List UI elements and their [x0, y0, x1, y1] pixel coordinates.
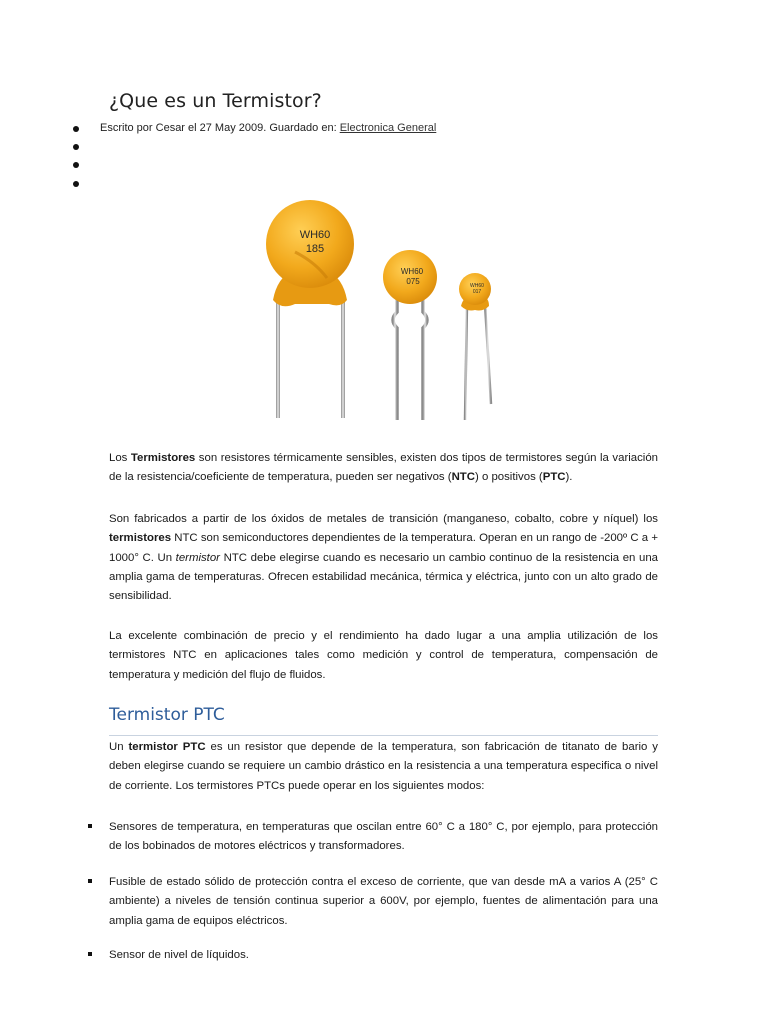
- term-termistores: termistores: [109, 532, 172, 545]
- category-link[interactable]: Electronica General: [339, 122, 437, 134]
- term-termistores: Termistores: [130, 452, 196, 464]
- text-span: Un: [109, 741, 129, 753]
- thermistor-photo: [255, 192, 515, 424]
- article-title: ¿Que es un Termistor?: [109, 90, 322, 112]
- text-span: son resistores térmicamente sensibles, existen dos tipos de termistores según la variación de la resistencia/coeficiente de temperatura, pueden ser negativos (: [109, 452, 659, 484]
- meta-text: [100, 122, 436, 134]
- thermistor-small: [459, 273, 491, 420]
- medium-label-line1: WH60: [400, 267, 424, 276]
- text-span: ) o positivos (: [474, 471, 543, 484]
- text-span: NTC son semiconductores dependientes de la temperatura. Operan en un rango de -200º C a + 1000° C. Un: [109, 532, 658, 564]
- intro-paragraph-1: [109, 449, 658, 488]
- intro-paragraph-3: La excelente combinación de precio y el rendimiento ha dado lugar a una amplia utilización de los termistores NTC en aplicaciones tales como medición y control de temperatura, compensación de temperatura y medición del flujo de fluidos.: [109, 630, 658, 681]
- bullet-dot-icon: [73, 162, 79, 168]
- heading-divider: [109, 735, 658, 736]
- text-span: Son fabricados a partir de los óxidos de metales de transición (manganeso, cobalto, cobre y níquel) los: [109, 513, 658, 525]
- small-label-line2: 017: [472, 289, 482, 295]
- small-label-line1: WH60: [470, 283, 484, 289]
- large-label-line2: 185: [305, 243, 325, 255]
- text-span: Los: [109, 452, 131, 464]
- square-bullet-icon: [88, 879, 92, 883]
- mode-text: Sensor de nivel de líquidos.: [109, 949, 249, 961]
- square-bullet-icon: [88, 952, 92, 956]
- bullet-dot-icon: [73, 144, 79, 150]
- text-span: es un resistor que depende de la temperatura, son fabricación de titanato de bario y deben elegirse cuando se requiere un cambio drástico en la resistencia a una temperatura especifica o nivel de corriente. Los termistores PTCs puede operar en los siguientes modos:: [109, 741, 658, 792]
- mode-text: Sensores de temperatura, en temperaturas que oscilan entre 60° C a 180° C, por ejemplo, para protección de los bobinados de motores eléctricos y transformadores.: [109, 821, 658, 853]
- square-bullet-icon: [88, 824, 92, 828]
- term-ptc: PTC: [542, 471, 566, 484]
- ptc-paragraph: [109, 738, 658, 796]
- medium-label-line2: 075: [406, 277, 420, 286]
- intro-paragraph-2: [109, 510, 658, 606]
- section-heading-ptc: Termistor PTC: [109, 705, 225, 725]
- bullet-dot-icon: [73, 181, 79, 187]
- bullet-dot-icon: [73, 126, 79, 132]
- thermistor-medium: [383, 250, 437, 420]
- large-label-line1: WH60: [299, 229, 331, 241]
- text-span: NTC debe elegirse cuando es necesario un cambio continuo de la resistencia en una amplia gama de temperaturas. Ofrecen estabilidad mecánica, térmica y eléctrica, junto con un alto grado de sensibilidad.: [109, 551, 659, 603]
- thermistor-large: [266, 200, 354, 418]
- meta-prefix: Escrito por Cesar el 27 May 2009. Guardado en:: [100, 122, 340, 134]
- text-span: ).: [565, 471, 573, 484]
- term-termistor-ptc: termistor PTC: [128, 741, 206, 753]
- mode-text: Fusible de estado sólido de protección contra el exceso de corriente, que van desde mA a varios A (25° C ambiente) a niveles de tensión continua superior a 600V, por ejemplo, fuentes de alimentación para una amplia gama de equipos eléctricos.: [109, 876, 658, 927]
- term-ntc: NTC: [451, 471, 475, 484]
- term-termistor-italic: termistor: [175, 551, 220, 564]
